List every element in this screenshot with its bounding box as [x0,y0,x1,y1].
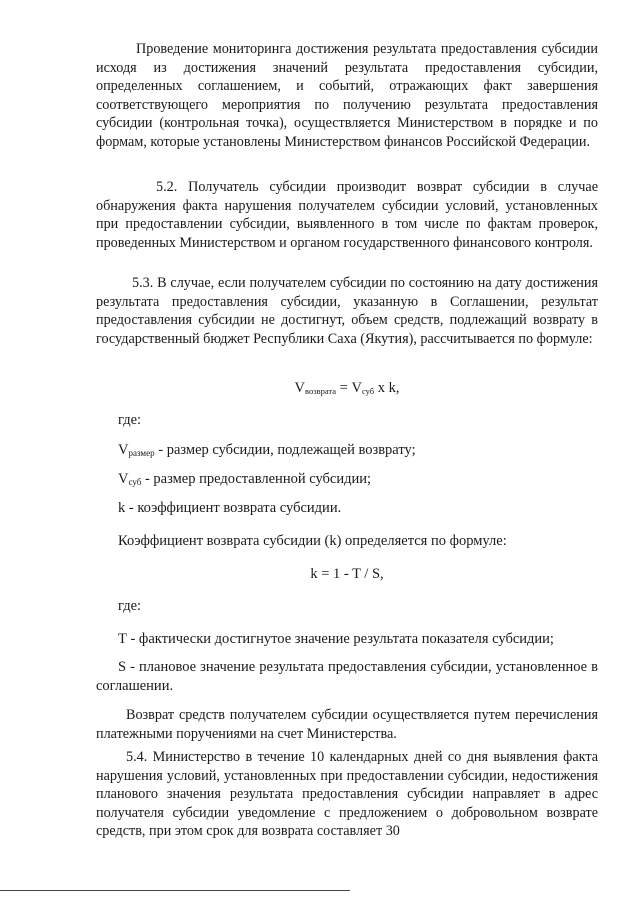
formula-return-volume [96,380,598,397]
formula-lhs: V [294,380,306,396]
formula-rhs-sub: суб [361,386,375,396]
where-label-2: где: [118,598,142,614]
def-symbol-sub: суб [128,477,142,487]
formula-tail: x k, [374,380,400,396]
definition-t: Т - фактически достигнутое значение результата показателя субсидии; [118,631,554,647]
def-symbol: V [118,471,129,487]
def-symbol-sub: размер [128,448,155,458]
definition-v-subsidy [118,470,598,491]
formula-coefficient: k = 1 - T / S, [310,566,384,582]
where-label-1: где: [118,412,142,428]
formula-lhs-sub: возврата [305,386,337,396]
definition-v-return [118,441,598,462]
def-symbol: k [118,500,126,516]
def-text: - размер субсидии, подлежащей возврату; [154,442,416,458]
definition-s: S - плановое значение результата предоставления субсидии, установленное в соглашении. [96,659,598,694]
paragraph-monitoring: Проведение мониторинга достижения результата предоставления субсидии исходя из достижения значений результата предоставления субсидии, определенных соглашением, и событий, отражающих факт завершения соответствующего мероприятия по получению результата предоставления субсидии (контрольная точка), осуществляется Министерством в порядке и по формам, которые установлены Министерством финансов Российской Федерации. [96,41,598,150]
formula-eq: = [336,380,352,396]
def-text: - размер предоставленной субсидии; [141,471,372,487]
paragraph-5-2: 5.2. Получатель субсидии производит возврат субсидии в случае обнаружения факта нарушения получателем субсидии условий, установленных при предоставлении субсидии, выявленного в том числе по фактам проверок, проведенных Министерством и органом государственного финансового контроля. [96,179,598,251]
formula-rhs: V [351,380,362,396]
footer-rule [0,890,350,891]
paragraph-return-method: Возврат средств получателем субсидии осуществляется путем перечисления платежными поручениями на счет Министерства. [96,707,598,742]
paragraph-5-3: 5.3. В случае, если получателем субсидии по состоянию на дату достижения результата предоставления субсидии, указанную в Соглашении, результат предоставления субсидии не достигнут, объем средств, подлежащий возврату в государственный бюджет Республики Саха (Якутия), рассчитывается по формуле: [96,275,598,347]
def-text: - коэффициент возврата субсидии. [125,500,342,516]
definition-k [118,499,598,517]
coefficient-intro: Коэффициент возврата субсидии (k) определяется по формуле: [118,533,507,549]
paragraph-5-4: 5.4. Министерство в течение 10 календарных дней со дня выявления факта нарушения условий, установленных при предоставлении субсидии, недостижения планового значения результата предоставления субсидии направляет в адрес получателя субсидии уведомление с предложением о добровольном возврате средств, при этом срок для возврата составляет 30 [96,749,598,840]
def-symbol: V [118,442,129,458]
